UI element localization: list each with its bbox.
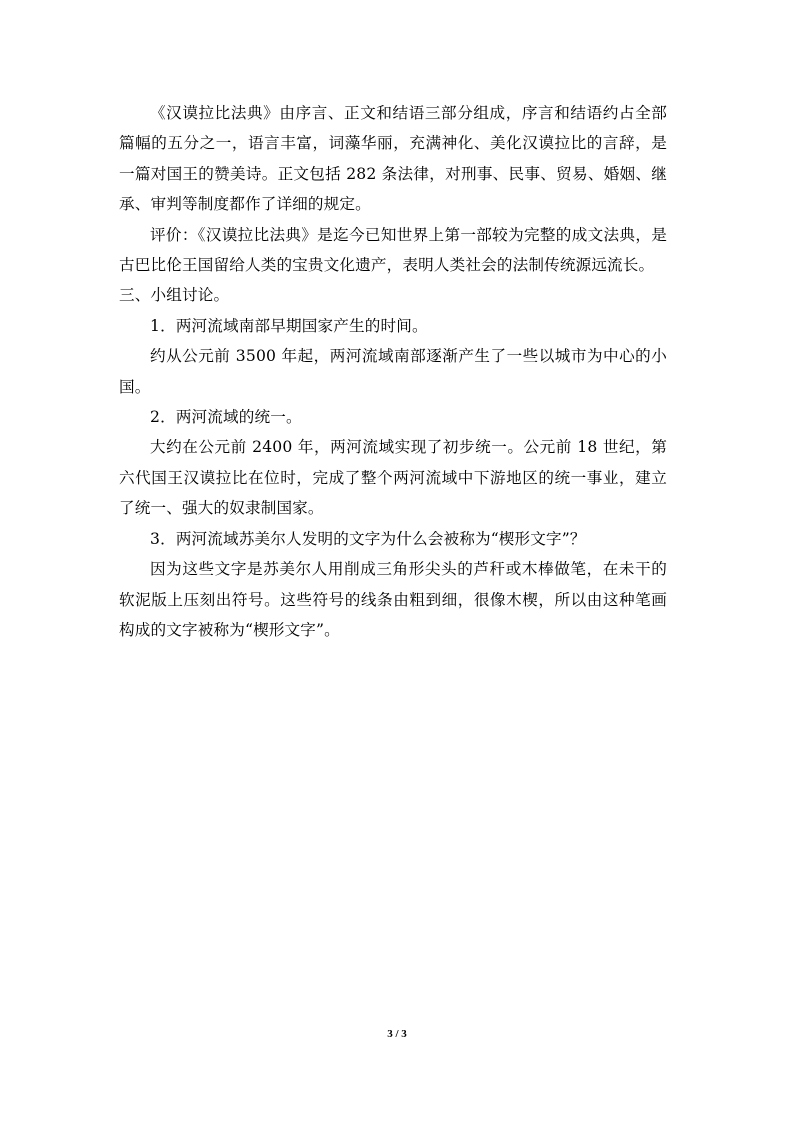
section-heading-group-discussion: 三、小组讨论。: [119, 286, 230, 305]
question-1: 1．两河流域南部早期国家产生的时间。: [150, 316, 428, 335]
answer-2: 大约在公元前 2400 年，两河流域实现了初步统一。公元前 18 世纪，第六代国王汉谟拉比在位时，完成了整个两河流域中下游地区的统一事业，建立了统一、强大的奴隶制国家。: [119, 438, 667, 518]
page-number: 3 / 3: [387, 1028, 407, 1040]
document-body: [119, 98, 667, 645]
question-2: 2．两河流域的统一。: [150, 408, 302, 427]
question-3: 3．两河流域苏美尔人发明的文字为什么会被称为“楔形文字”？: [150, 529, 586, 548]
answer-3: 因为这些文字是苏美尔人用削成三角形尖头的芦秆或木棒做笔，在未干的软泥版上压刻出符号。这些符号的线条由粗到细，很像木楔，所以由这种笔画构成的文字被称为“楔形文字”。: [119, 560, 667, 639]
paragraph-evaluation: 评价：《汉谟拉比法典》是迄今已知世界上第一部较为完整的成文法典，是古巴比伦王国留给人类的宝贵文化遗产，表明人类社会的法制传统源远流长。: [119, 225, 667, 275]
answer-1: 约从公元前 3500 年起，两河流域南部逐渐产生了一些以城市为中心的小国。: [119, 347, 667, 396]
paragraph-code-structure: 《汉谟拉比法典》由序言、正文和结语三部分组成，序言和结语约占全部篇幅的五分之一，语言丰富，词藻华丽，充满神化、美化汉谟拉比的言辞，是一篇对国王的赞美诗。正文包括 282 条法律，对刑事、民事、贸易、婚姻、继承、审判等制度都作了详细的规定。: [119, 104, 667, 214]
